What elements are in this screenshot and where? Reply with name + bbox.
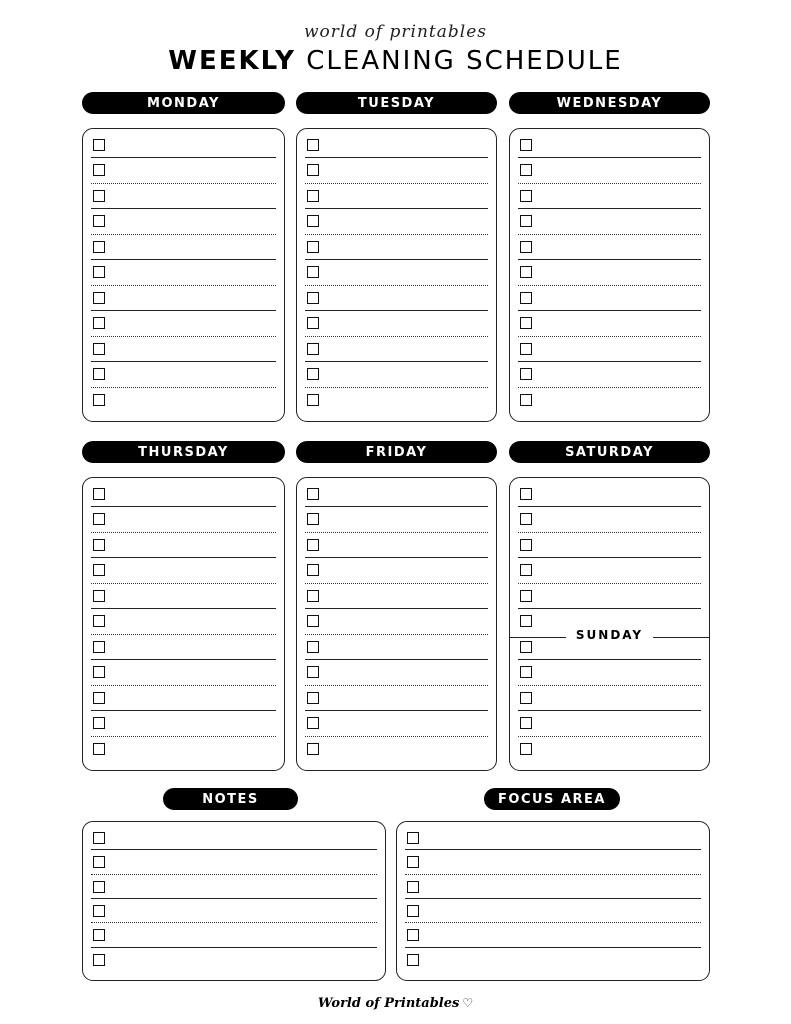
checklist-row xyxy=(305,635,488,660)
checklist-row xyxy=(91,826,377,850)
checklist-row xyxy=(305,158,488,183)
checkbox[interactable] xyxy=(93,717,105,729)
checkbox[interactable] xyxy=(407,954,419,966)
checkbox[interactable] xyxy=(307,215,319,227)
checkbox[interactable] xyxy=(307,692,319,704)
checklist-row xyxy=(91,158,276,183)
checklist-row xyxy=(91,388,276,413)
focus-area-header: FOCUS AREA xyxy=(484,788,620,810)
checklist-row xyxy=(305,507,488,532)
checklist-row xyxy=(91,507,276,532)
checkbox[interactable] xyxy=(520,215,532,227)
checklist-row xyxy=(518,635,701,660)
checklist-row xyxy=(91,533,276,558)
checklist-row xyxy=(518,737,701,762)
checklist-row xyxy=(518,337,701,362)
checkbox[interactable] xyxy=(93,164,105,176)
checkbox[interactable] xyxy=(307,564,319,576)
checklist-row xyxy=(405,850,701,874)
checklist-row xyxy=(518,209,701,234)
checkbox[interactable] xyxy=(93,929,105,941)
checkbox[interactable] xyxy=(307,717,319,729)
checkbox[interactable] xyxy=(307,743,319,755)
checkbox[interactable] xyxy=(307,666,319,678)
focus-area-box xyxy=(396,821,710,981)
day-header-tuesday: TUESDAY xyxy=(296,92,497,114)
checkbox[interactable] xyxy=(520,139,532,151)
checkbox[interactable] xyxy=(307,292,319,304)
checklist-row xyxy=(91,286,276,311)
checklist-row xyxy=(91,260,276,285)
brand-script-logo: world of printables xyxy=(303,22,488,42)
checklist-row xyxy=(91,635,276,660)
checkbox[interactable] xyxy=(520,590,532,602)
checkbox[interactable] xyxy=(520,241,532,253)
day-box-tuesday xyxy=(296,128,497,422)
checklist-row xyxy=(91,609,276,634)
checkbox[interactable] xyxy=(93,190,105,202)
checklist-row xyxy=(518,584,701,609)
footer-brand-text: World of Printables xyxy=(317,996,460,1011)
checklist-row xyxy=(518,609,701,634)
checklist-row xyxy=(518,482,701,507)
day-box-wednesday xyxy=(509,128,710,422)
checklist-row xyxy=(305,660,488,685)
checkbox[interactable] xyxy=(93,266,105,278)
checklist-row xyxy=(305,235,488,260)
checkbox[interactable] xyxy=(307,539,319,551)
checklist-row xyxy=(305,686,488,711)
checkbox[interactable] xyxy=(520,292,532,304)
checkbox[interactable] xyxy=(307,394,319,406)
checklist-row xyxy=(305,260,488,285)
checkbox[interactable] xyxy=(93,832,105,844)
footer-brand xyxy=(0,996,791,1011)
checklist-row xyxy=(518,286,701,311)
checkbox[interactable] xyxy=(407,832,419,844)
checklist-row xyxy=(518,260,701,285)
checkbox[interactable] xyxy=(520,615,532,627)
checklist-row xyxy=(91,133,276,158)
checkbox[interactable] xyxy=(93,292,105,304)
checkbox[interactable] xyxy=(307,590,319,602)
checklist-row xyxy=(305,286,488,311)
checkbox[interactable] xyxy=(93,215,105,227)
day-box-thursday xyxy=(82,477,285,771)
checklist-row xyxy=(305,558,488,583)
checklist-row xyxy=(91,235,276,260)
checklist-row xyxy=(305,533,488,558)
checklist-row xyxy=(305,737,488,762)
checklist-row xyxy=(91,311,276,336)
checkbox[interactable] xyxy=(520,539,532,551)
notes-header: NOTES xyxy=(163,788,298,810)
checklist-row xyxy=(518,235,701,260)
checklist-row xyxy=(305,337,488,362)
checkbox[interactable] xyxy=(307,190,319,202)
checkbox[interactable] xyxy=(93,641,105,653)
checklist-row xyxy=(518,686,701,711)
checkbox[interactable] xyxy=(520,717,532,729)
checklist-row xyxy=(91,899,377,923)
page-title-rest: CLEANING SCHEDULE xyxy=(306,46,623,76)
checkbox[interactable] xyxy=(520,394,532,406)
checklist-row xyxy=(305,388,488,413)
checklist-row xyxy=(518,158,701,183)
heart-icon: ♡ xyxy=(462,996,474,1010)
checkbox[interactable] xyxy=(520,343,532,355)
checkbox[interactable] xyxy=(307,615,319,627)
checkbox[interactable] xyxy=(307,513,319,525)
checkbox[interactable] xyxy=(93,241,105,253)
checkbox[interactable] xyxy=(520,317,532,329)
checkbox[interactable] xyxy=(93,692,105,704)
sunday-label: SUNDAY xyxy=(575,628,644,642)
checkbox[interactable] xyxy=(93,317,105,329)
checklist-row xyxy=(405,899,701,923)
checkbox[interactable] xyxy=(93,666,105,678)
checkbox[interactable] xyxy=(520,743,532,755)
checkbox[interactable] xyxy=(520,488,532,500)
checkbox[interactable] xyxy=(93,564,105,576)
checklist-row xyxy=(91,482,276,507)
checkbox[interactable] xyxy=(407,856,419,868)
checkbox[interactable] xyxy=(93,881,105,893)
day-header-friday: FRIDAY xyxy=(296,441,497,463)
checkbox[interactable] xyxy=(93,343,105,355)
day-box-saturday-sunday xyxy=(509,477,710,771)
day-box-friday xyxy=(296,477,497,771)
checklist-row xyxy=(518,362,701,387)
checklist-row xyxy=(91,850,377,874)
checklist-row xyxy=(518,184,701,209)
checkbox[interactable] xyxy=(520,266,532,278)
checklist-row xyxy=(518,660,701,685)
checklist-row xyxy=(405,923,701,947)
checkbox[interactable] xyxy=(93,905,105,917)
checklist-row xyxy=(305,711,488,736)
notes-box xyxy=(82,821,386,981)
checklist-row xyxy=(518,311,701,336)
checkbox[interactable] xyxy=(520,368,532,380)
checkbox[interactable] xyxy=(520,564,532,576)
checkbox[interactable] xyxy=(307,488,319,500)
checkbox[interactable] xyxy=(520,164,532,176)
day-box-monday xyxy=(82,128,285,422)
checkbox[interactable] xyxy=(307,317,319,329)
checklist-row xyxy=(91,948,377,972)
checkbox[interactable] xyxy=(307,266,319,278)
checkbox[interactable] xyxy=(307,641,319,653)
checklist-row xyxy=(305,133,488,158)
checkbox[interactable] xyxy=(93,394,105,406)
checklist-row xyxy=(518,388,701,413)
checklist-row xyxy=(91,875,377,899)
day-header-thursday: THURSDAY xyxy=(82,441,285,463)
checkbox[interactable] xyxy=(93,590,105,602)
checklist-row xyxy=(91,558,276,583)
checklist-row xyxy=(91,337,276,362)
checklist-row xyxy=(91,660,276,685)
checklist-row xyxy=(405,948,701,972)
checklist-row xyxy=(518,558,701,583)
checklist-row xyxy=(91,584,276,609)
checkbox[interactable] xyxy=(407,905,419,917)
checklist-row xyxy=(305,584,488,609)
checklist-row xyxy=(305,209,488,234)
checkbox[interactable] xyxy=(520,641,532,653)
checkbox[interactable] xyxy=(307,164,319,176)
checklist-row xyxy=(91,737,276,762)
checkbox[interactable] xyxy=(93,743,105,755)
checklist-row xyxy=(518,507,701,532)
checkbox[interactable] xyxy=(407,881,419,893)
checklist-row xyxy=(405,875,701,899)
checkbox[interactable] xyxy=(93,488,105,500)
checklist-row xyxy=(91,686,276,711)
checkbox[interactable] xyxy=(307,241,319,253)
checklist-row xyxy=(518,711,701,736)
checklist-row xyxy=(305,609,488,634)
checklist-row xyxy=(91,362,276,387)
checklist-row xyxy=(305,184,488,209)
checklist-row xyxy=(405,826,701,850)
checklist-row xyxy=(305,362,488,387)
page-title-bold: WEEKLY xyxy=(168,46,296,76)
checkbox[interactable] xyxy=(93,368,105,380)
day-header-wednesday: WEDNESDAY xyxy=(509,92,710,114)
day-header-saturday: SATURDAY xyxy=(509,441,710,463)
checkbox[interactable] xyxy=(307,139,319,151)
checklist-row xyxy=(518,133,701,158)
checkbox[interactable] xyxy=(520,190,532,202)
checkbox[interactable] xyxy=(307,368,319,380)
checklist-row xyxy=(91,711,276,736)
checklist-row xyxy=(91,209,276,234)
day-header-monday: MONDAY xyxy=(82,92,285,114)
checkbox[interactable] xyxy=(93,856,105,868)
checkbox[interactable] xyxy=(520,666,532,678)
checklist-row xyxy=(91,184,276,209)
checklist-row xyxy=(518,533,701,558)
checklist-row xyxy=(305,311,488,336)
checkbox[interactable] xyxy=(407,929,419,941)
checkbox[interactable] xyxy=(520,513,532,525)
checkbox[interactable] xyxy=(93,615,105,627)
page-title xyxy=(0,46,791,76)
checkbox[interactable] xyxy=(93,513,105,525)
checkbox[interactable] xyxy=(307,343,319,355)
checklist-row xyxy=(305,482,488,507)
checkbox[interactable] xyxy=(520,692,532,704)
checkbox[interactable] xyxy=(93,954,105,966)
checklist-row xyxy=(91,923,377,947)
checkbox[interactable] xyxy=(93,139,105,151)
checkbox[interactable] xyxy=(93,539,105,551)
